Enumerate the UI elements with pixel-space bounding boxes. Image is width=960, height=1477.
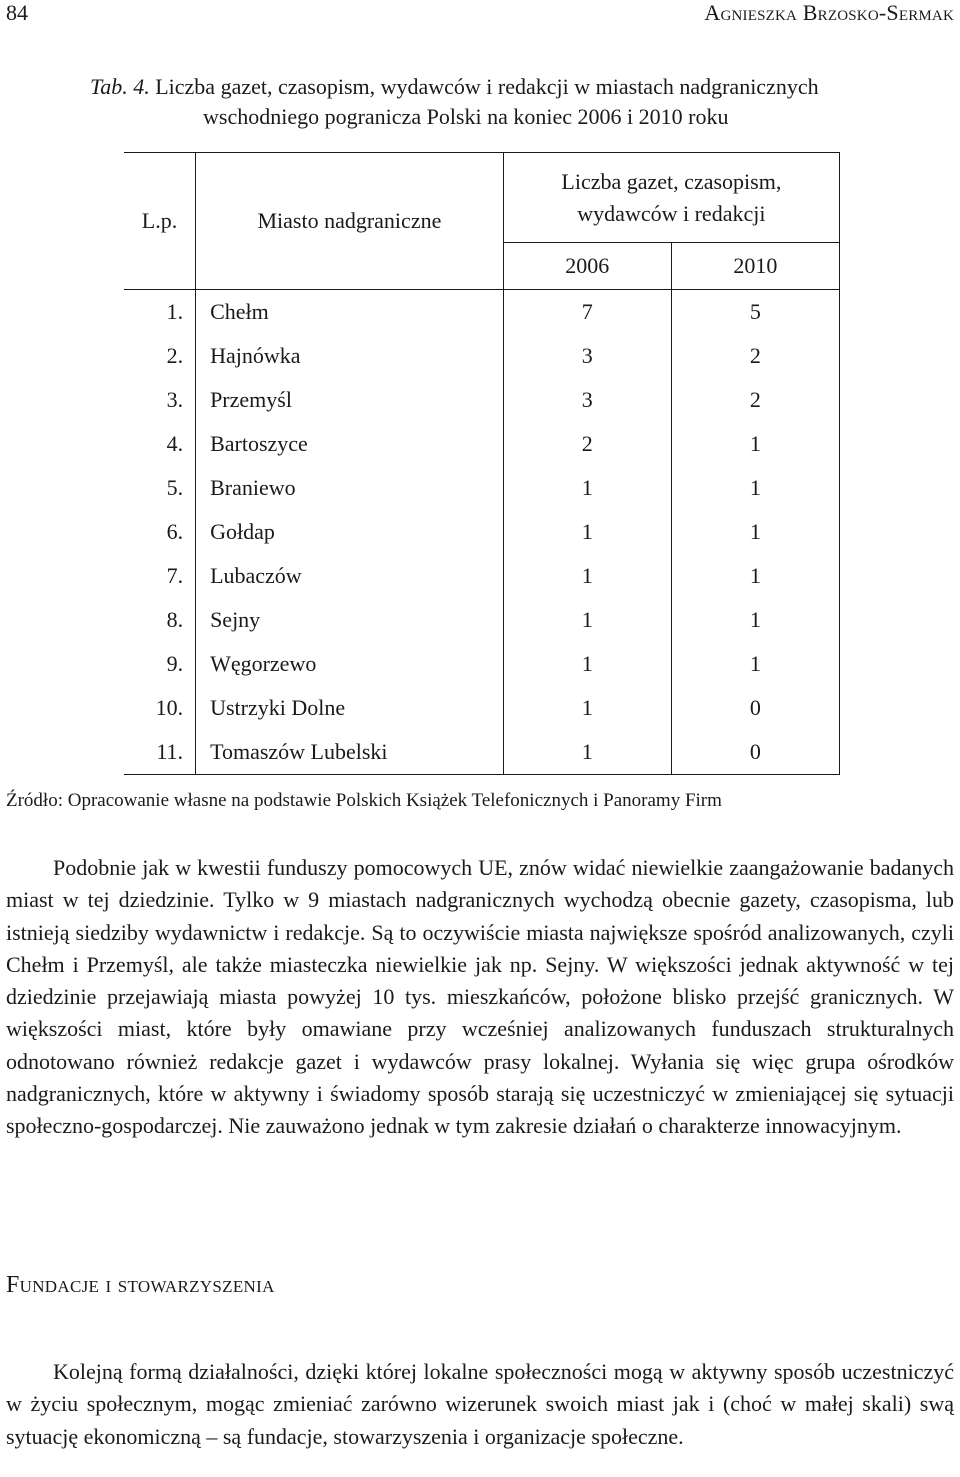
row-number: 3. [166, 387, 184, 412]
table-row [124, 466, 840, 510]
row-number: 8. [166, 607, 184, 632]
table-row [124, 334, 840, 378]
row-city: Przemyśl [196, 378, 504, 422]
row-value-2006: 7 [503, 290, 671, 335]
table-row [124, 642, 840, 686]
header-count-group [503, 153, 839, 243]
row-value-2006: 1 [503, 466, 671, 510]
row-number: 11. [156, 739, 184, 764]
caption-line-2: wschodniego pogranicza Polski na koniec 2006 i 2010 roku [203, 104, 729, 129]
row-city: Węgorzewo [196, 642, 504, 686]
row-number: 2. [166, 343, 184, 368]
row-value-2006: 1 [503, 730, 671, 775]
row-value-2010: 5 [671, 290, 839, 335]
header-count-group-text: Liczba gazet, czasopism, wydawców i redakcji [561, 168, 782, 226]
row-city: Lubaczów [196, 554, 504, 598]
caption-label: Tab. 4. [90, 74, 150, 99]
source-note: Źródło: Opracowanie własne na podstawie Polskich Książek Telefonicznych i Panoramy Firm [6, 790, 722, 811]
table-row [124, 422, 840, 466]
row-city: Hajnówka [196, 334, 504, 378]
paragraph-1: Podobnie jak w kwestii funduszy pomocowych UE, znów widać niewielkie zaangażowanie badanych miast w tej dziedzinie. Tylko w 9 miastach nadgranicznych wychodzą obecnie gazety, czasopisma, lub istnieją siedziby wydawnictw i redakcje. Są to oczywiście miasta największe spośród analizowanych, czyli Chełm i Przemyśl, ale także miasteczka niewielkie jak np. Sejny. W większości jednak aktywność w tej dziedzinie przejawiają miasta powyżej 10 tys. mieszkańców, położone blisko przejść granicznych. W większości miast, które były omawiane przy wcześniej analizowanych funduszach strukturalnych odnotowano również redakcje gazet i wydawców prasy lokalnej. Wyłania się więc grupa ośrodków nadgranicznych, które w aktywny i świadomy sposób starają się uczestniczyć w zmieniającej się sytuacji społeczno-gospodarczej. Nie zauważono jednak w tym zakresie działań o charakterze innowacyjnym. [6, 855, 954, 1139]
table-row [124, 378, 840, 422]
row-value-2010: 1 [671, 642, 839, 686]
row-city: Braniewo [196, 466, 504, 510]
row-value-2006: 1 [503, 642, 671, 686]
table-row [124, 510, 840, 554]
row-value-2010: 0 [671, 730, 839, 775]
row-value-2006: 3 [503, 378, 671, 422]
row-value-2006: 1 [503, 554, 671, 598]
row-value-2006: 1 [503, 686, 671, 730]
row-value-2010: 1 [671, 598, 839, 642]
header-city: Miasto nadgraniczne [196, 153, 504, 290]
row-number: 10. [155, 695, 184, 720]
row-value-2010: 2 [671, 378, 839, 422]
section-heading: Fundacje i stowarzyszenia [6, 1272, 275, 1298]
row-value-2006: 2 [503, 422, 671, 466]
row-value-2010: 1 [671, 510, 839, 554]
table-row [124, 598, 840, 642]
row-number: 5. [166, 475, 184, 500]
header-lp: L.p. [141, 208, 178, 233]
row-number: 6. [166, 519, 184, 544]
row-city: Chełm [196, 290, 504, 335]
row-value-2006: 3 [503, 334, 671, 378]
row-value-2006: 1 [503, 510, 671, 554]
header-year-2010: 2010 [671, 243, 839, 290]
row-value-2006: 1 [503, 598, 671, 642]
table-row [124, 290, 840, 335]
row-value-2010: 1 [671, 466, 839, 510]
row-city: Sejny [196, 598, 504, 642]
row-value-2010: 2 [671, 334, 839, 378]
row-city: Tomaszów Lubelski [196, 730, 504, 775]
paragraph-2: Kolejną formą działalności, dzięki której lokalne społeczności mogą w aktywny sposób uczestniczyć w życiu społecznym, mogąc zmieniać zarówno wizerunek swoich miast jak i (choć w małej skali) swą sytuację ekonomiczną – są fundacje, stowarzyszenia i organizacje społeczne. [6, 1359, 954, 1449]
caption-text-1: Liczba gazet, czasopism, wydawców i redakcji w miastach nadgranicznych [155, 74, 819, 99]
row-city: Bartoszyce [196, 422, 504, 466]
data-table [124, 152, 840, 775]
table-row [124, 554, 840, 598]
row-value-2010: 1 [671, 554, 839, 598]
row-number: 9. [166, 651, 184, 676]
page-number: 84 [6, 0, 28, 25]
caption-line-1 [90, 72, 890, 102]
row-value-2010: 0 [671, 686, 839, 730]
page-header [6, 0, 954, 26]
row-number: 7. [166, 563, 184, 588]
row-city: Gołdap [196, 510, 504, 554]
row-number: 4. [166, 431, 184, 456]
table-caption [90, 72, 890, 132]
row-number: 1. [166, 299, 184, 324]
row-value-2010: 1 [671, 422, 839, 466]
row-city: Ustrzyki Dolne [196, 686, 504, 730]
table-row [124, 686, 840, 730]
header-year-2006: 2006 [503, 243, 671, 290]
table-row [124, 730, 840, 775]
running-header-author: Agnieszka Brzosko-Sermak [704, 0, 954, 25]
